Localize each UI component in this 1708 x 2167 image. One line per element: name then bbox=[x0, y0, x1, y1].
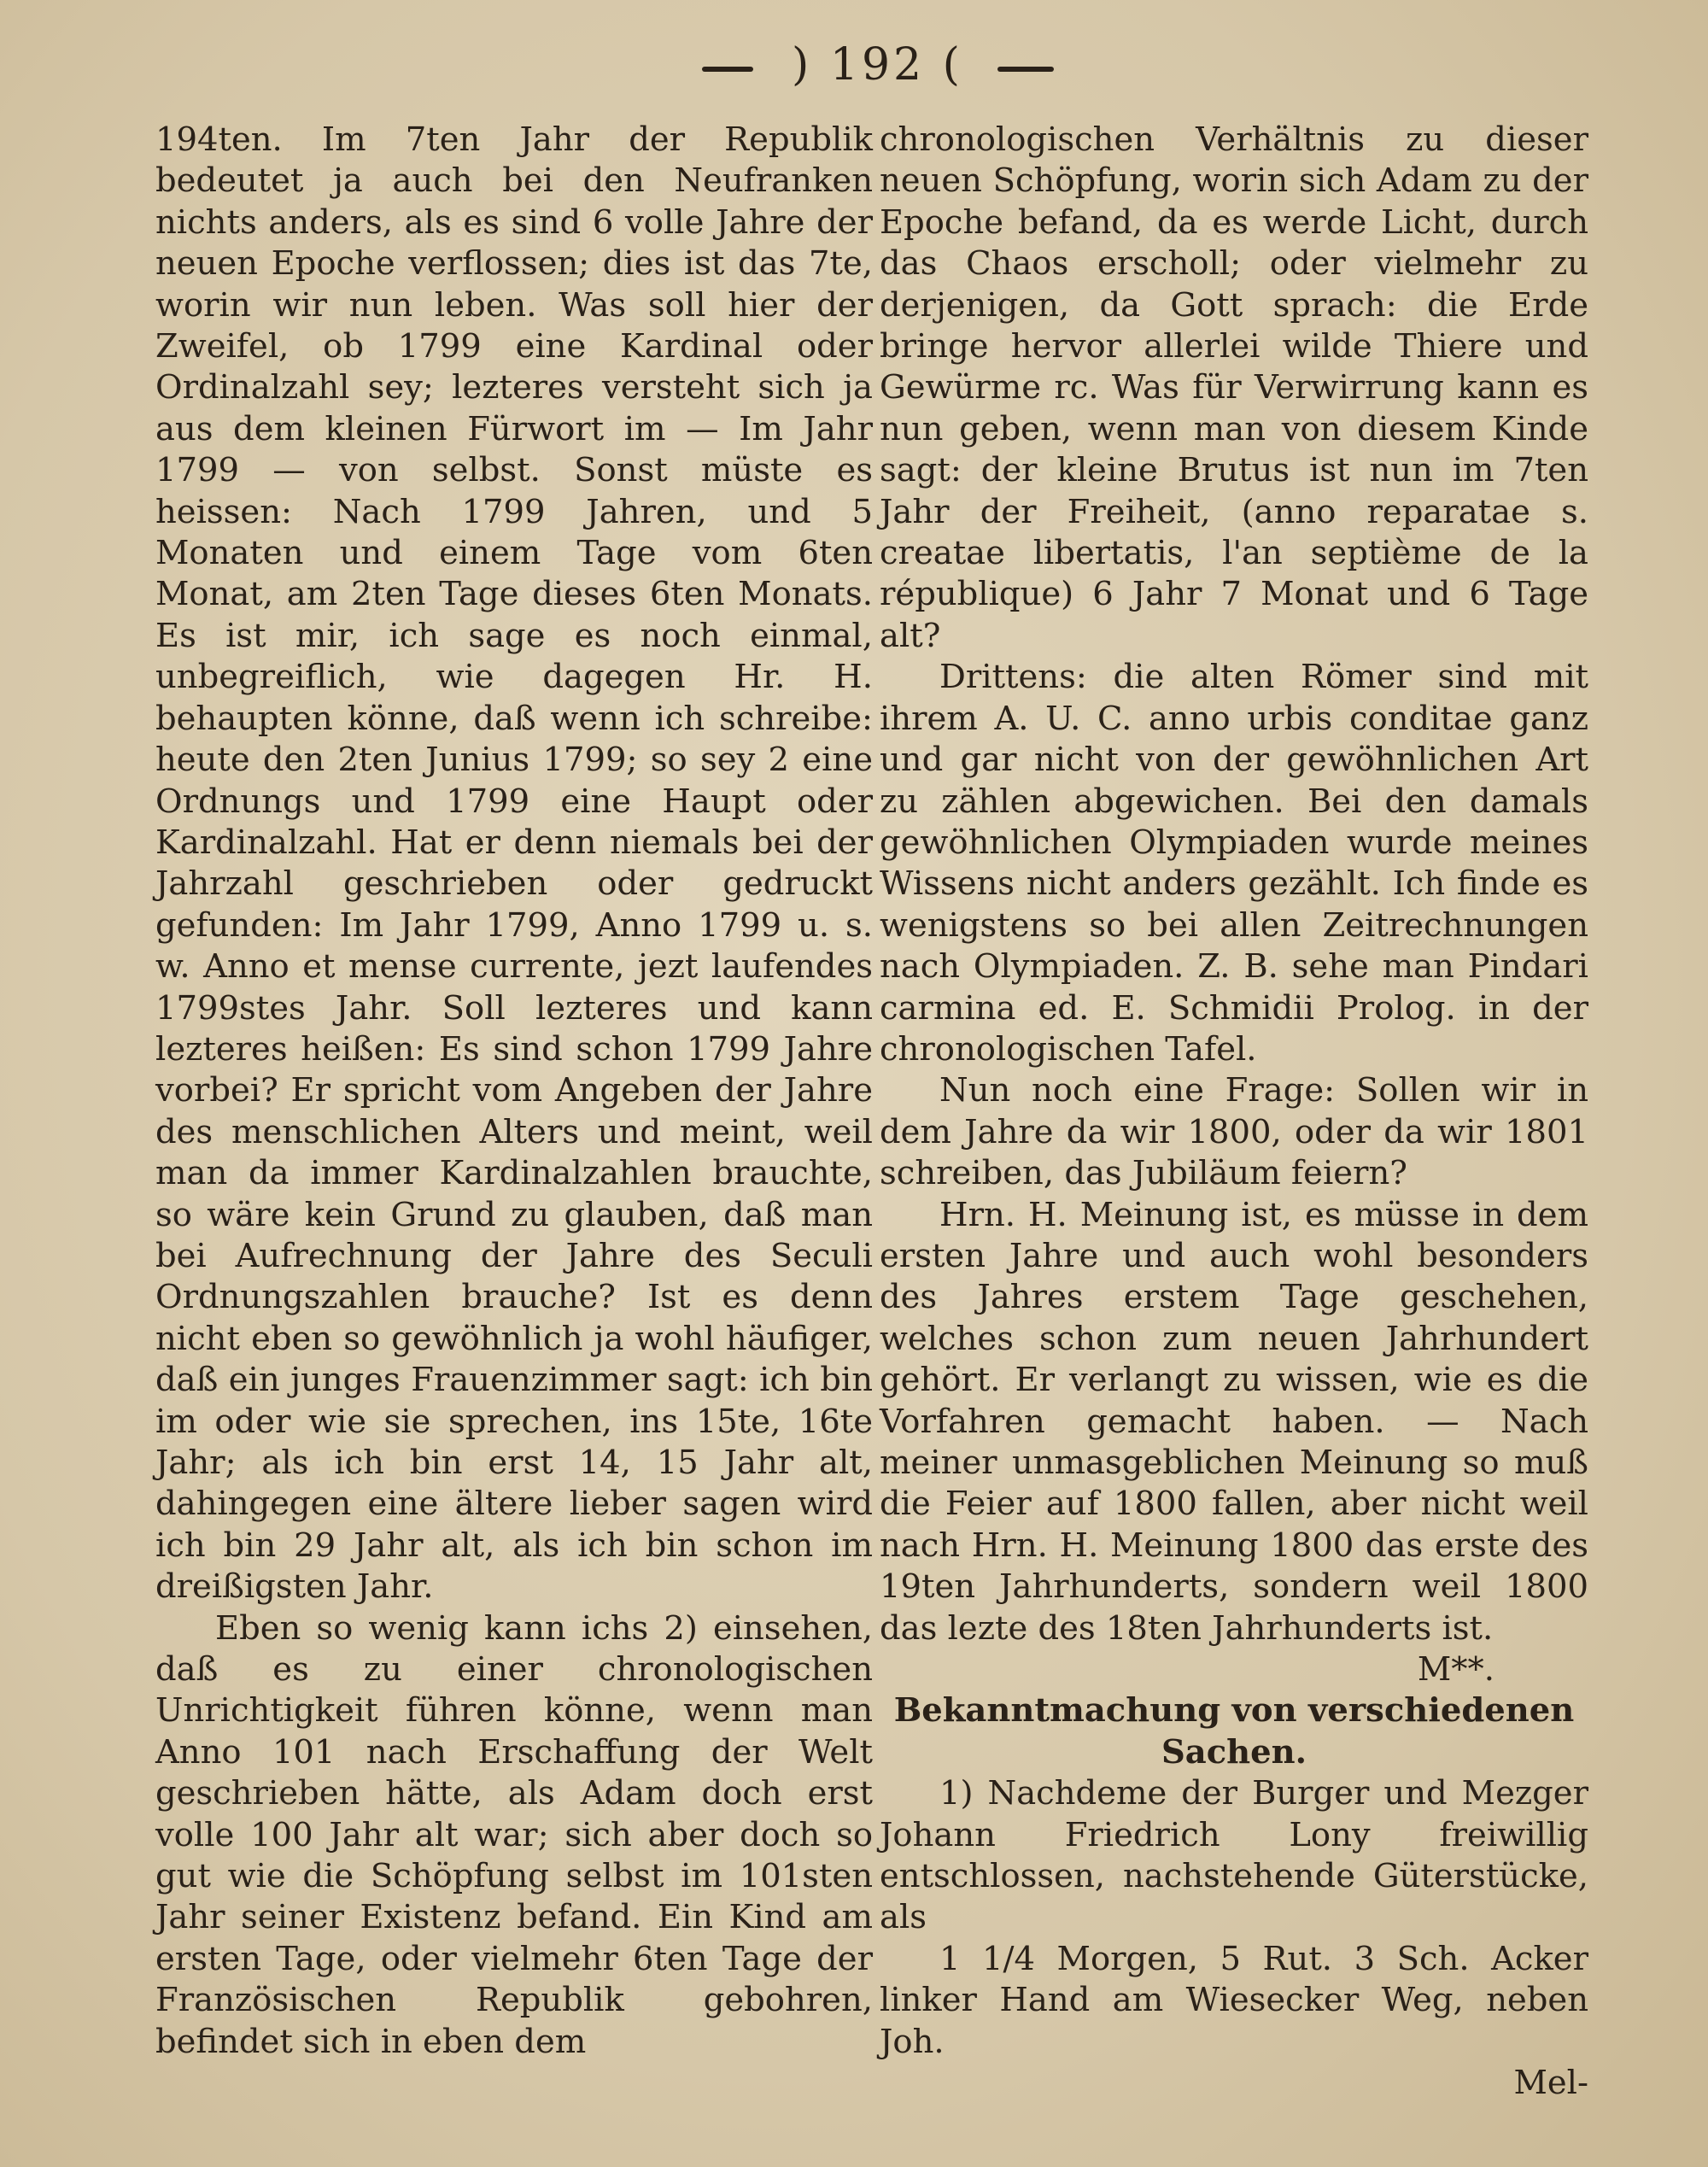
page-number: ) 192 ( bbox=[792, 39, 963, 91]
header-rule-right bbox=[997, 67, 1054, 72]
paragraph-romans: Drittens: die alten Römer sind mit ihrem A. U. C. anno urbis conditae ganz und gar nicht von der gewöhnlichen Art zu zählen abgewichen. Bei den damals gewöhnlichen Olympiaden wurde meines Wissens nicht anders gezählt. Ich finde es wenigstens so bei allen Zeitrechnungen nach Olympiaden. Z. B. sehe man Pindari carmina ed. E. Schmidii Prolog. in der chronologischen Tafel. bbox=[880, 658, 1588, 1069]
paragraph-question: Nun noch eine Frage: Sollen wir in dem Jahre da wir 1800, oder da wir 1801 schreiben, das Jubiläum feiern? bbox=[880, 1071, 1588, 1193]
paragraph-continuation: chronologischen Verhältnis zu dieser neuen Schöpfung, worin sich Adam zu der Epoche befand, da es werde Licht, durch das Chaos erscholl; oder vielmehr zu derjenigen, da Gott sprach: die Erde bringe hervor allerlei wilde Thiere und Gewürme rc. Was für Verwirrung kann es nun geben, wenn man von diesem Kinde sagt: der kleine Brutus ist nun im 7ten Jahr der Freiheit, (anno reparatae s. creatae libertatis, l'an septième de la république) 6 Jahr 7 Monat und 6 Tage alt? bbox=[880, 120, 1588, 655]
page-header bbox=[0, 34, 1708, 102]
section-heading: Bekanntmachung von verschiedenen Sachen. bbox=[893, 1691, 1575, 1772]
right-column bbox=[880, 120, 1588, 2105]
catchword: Mel- bbox=[1513, 2064, 1588, 2103]
author-signature: M**. bbox=[1417, 1650, 1494, 1690]
paragraph-jubilee: Hrn. H. Meinung ist, es müsse in dem ersten Jahre und auch wohl besonders des Jahres erstem Tage geschehen, welches schon zum neuen Jahrhundert gehört. Er verlangt zu wissen, wie es die Vorfahren gemacht haben. — Nach meiner unmasgeblichen Meinung so muß die Feier auf 1800 fallen, aber nicht weil nach Hrn. H. Meinung 1800 das erste des 19ten Jahrhunderts, sondern weil 1800 das lezte des 18ten Jahrhunderts ist. bbox=[880, 1195, 1588, 1648]
announcement-paragraph: 1) Nachdeme der Burger und Mezger Johann Friedrich Lony freiwillig entschlossen, nachstehende Güterstücke, als bbox=[880, 1774, 1588, 1937]
announcement-property: 1 1/4 Morgen, 5 Rut. 3 Sch. Acker linker Hand am Wiesecker Weg, neben Joh. bbox=[880, 1939, 1588, 2061]
header-rule-left bbox=[702, 67, 753, 72]
left-column bbox=[155, 120, 873, 2063]
paragraph-ordinal-argument: 194ten. Im 7ten Jahr der Republik bedeutet ja auch bei den Neufranken nichts anders, als es sind 6 volle Jahre der neuen Epoche verflossen; dies ist das 7te, worin wir nun leben. Was soll hier der Zweifel, ob 1799 eine Kardinal oder Ordinalzahl sey; lezteres versteht sich ja aus dem kleinen Fürwort im — Im Jahr 1799 — von selbst. Sonst müste es heissen: Nach 1799 Jahren, und 5 Monaten und einem Tage vom 6ten Monat, am 2ten Tage dieses 6ten Monats. Es ist mir, ich sage es noch einmal, unbegreiflich, wie dagegen Hr. H. behaupten könne, daß wenn ich schreibe: heute den 2ten Junius 1799; so sey 2 eine Ordnungs und 1799 eine Haupt oder Kardinalzahl. Hat er denn niemals bei der Jahrzahl geschrieben oder gedruckt gefunden: Im Jahr 1799, Anno 1799 u. s. w. Anno et mense currente, jezt laufendes 1799stes Jahr. Soll lezteres und kann lezteres heißen: Es sind schon 1799 Jahre vorbei? Er spricht vom Angeben der Jahre des menschlichen Alters und meint, weil man da immer Kardinalzahlen brauchte, so wäre kein Grund zu glauben, daß man bei Aufrechnung der Jahre des Seculi Ordnungszahlen brauche? Ist es denn nicht eben so gewöhnlich ja wohl häufiger, daß ein junges Frauenzimmer sagt: ich bin im oder wie sie sprechen, ins 15te, 16te Jahr; als ich bin erst 14, 15 Jahr alt, dahingegen eine ältere lieber sagen wird ich bin 29 Jahr alt, als ich bin schon im dreißigsten Jahr. bbox=[155, 120, 873, 1607]
paragraph-chronology: Eben so wenig kann ichs 2) einsehen, daß es zu einer chronologischen Unrichtigkeit führen könne, wenn man Anno 101 nach Erschaffung der Welt geschrieben hätte, als Adam doch erst volle 100 Jahr alt war; sich aber doch so gut wie die Schöpfung selbst im 101sten Jahr seiner Existenz befand. Ein Kind am ersten Tage, oder vielmehr 6ten Tage der Französischen Republik gebohren, befindet sich in eben dem bbox=[155, 1608, 873, 2061]
